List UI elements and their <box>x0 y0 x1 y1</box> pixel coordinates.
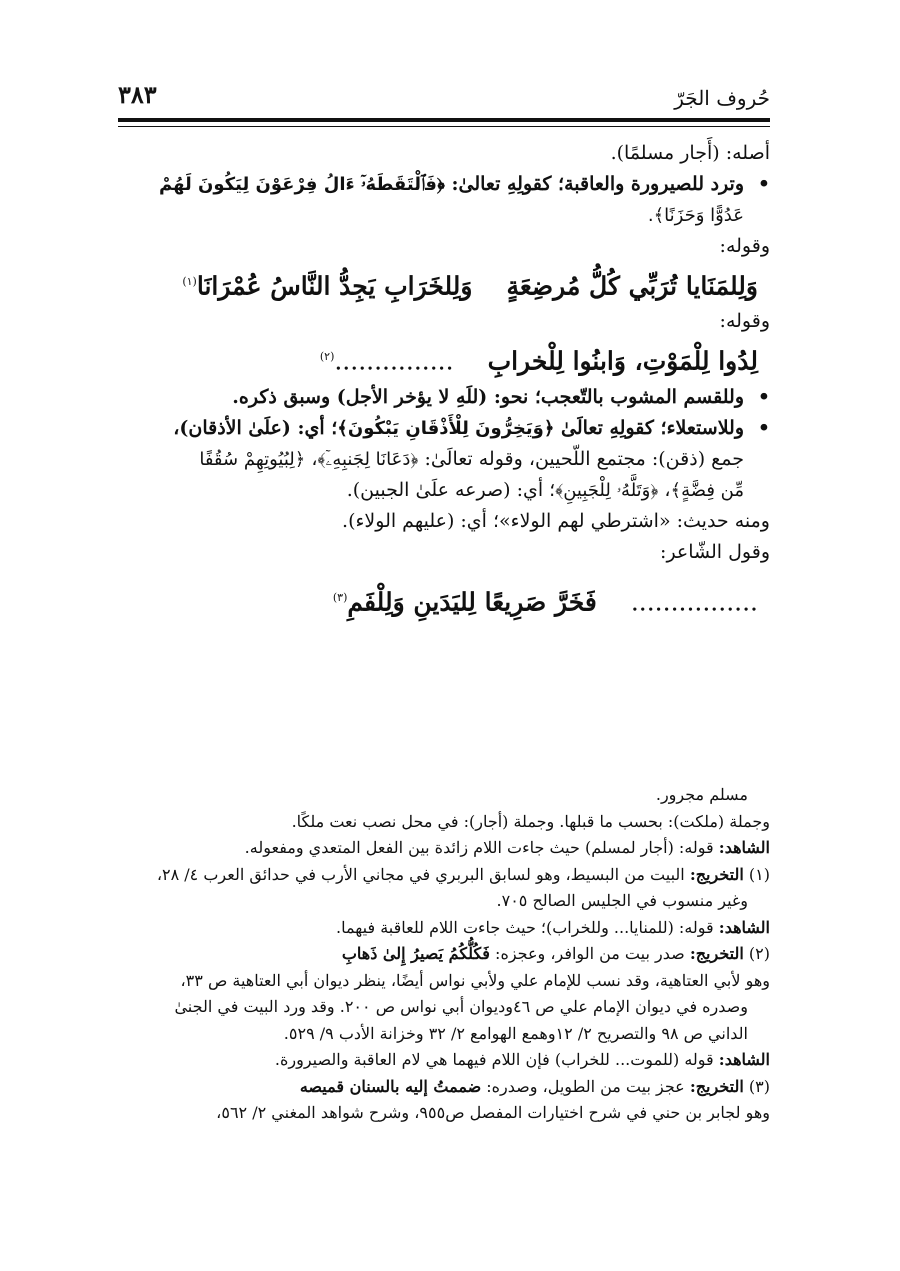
footnote-ref: (١) <box>182 275 197 288</box>
footnote-number: (٢) <box>748 944 770 963</box>
text-span: وترد للصيرورة والعاقبة؛ كقولِهِ تعالىٰ: <box>451 173 744 195</box>
poetry-verse-3 <box>118 578 770 622</box>
footnote-2 <box>118 941 770 968</box>
footnote-line: وصدره في ديوان الإمام علي ص ٤٦وديوان أبي نواس ص ٢٠٠. وقد ورد البيت في الجنىٰ <box>174 997 748 1016</box>
footnote-label: التخريج: <box>689 864 744 884</box>
text-span: وللاستعلاء؛ كقولِهِ تعالَىٰ <box>561 416 744 439</box>
quran-quote: مِّن فِضَّةٍ﴾ <box>670 479 744 501</box>
bullet-item-qasam: • وللقسم المشوب بالتّعجب؛ نحو: (للَهِ لا يؤخر الأجل) وسبق ذكره. <box>118 382 770 413</box>
footnote-1 <box>118 862 770 889</box>
text-span: ؛ أي: (علَىٰ الأذقان)، <box>173 416 338 439</box>
footnote-ref: (٢) <box>319 350 335 364</box>
quoted-hemistich: ضممتُ إليه بالسنان قميصه <box>299 1076 482 1096</box>
quran-quote: ﴿فَٱلْتَقَطَهُۥٓ ءَالُ فِرْعَوْنَ لِيَكُونَ لَهُمْ <box>159 174 445 195</box>
footnotes <box>118 782 770 1127</box>
poetry-verse-1 <box>118 262 770 306</box>
text-span: قوله (للموت... للخراب) فإن اللام فيهما هي لام العاقبة والصيرورة. <box>274 1050 714 1069</box>
page-header <box>118 80 770 114</box>
footnote-number: (٣) <box>748 1076 770 1096</box>
verse-second-half: وَلِلخَرَابِ يَجِدُّ النَّاسُ عُمْرَانَا <box>196 271 473 301</box>
footnote-ref: (٣) <box>332 590 348 604</box>
quran-quote: ﴿دَعَانَا لِجَنبِهِۦٓ﴾ <box>317 448 419 470</box>
text-span: صدر بيت من الوافر، وعجزه: <box>495 944 685 963</box>
footnote-label: التخريج: <box>689 944 744 963</box>
text-span: ، <box>664 478 671 501</box>
verse-ellipsis: ................ <box>630 586 758 616</box>
footnote-line: مسلم مجرور. <box>655 785 748 804</box>
footnote-3 <box>118 1074 770 1101</box>
text-line <box>118 444 770 475</box>
footnote-label: الشاهد: <box>718 838 770 857</box>
quran-quote: ﴿لِبُيُوتِهِمْ سُقُفًا <box>199 448 306 470</box>
footnote-line: الداني ص ٩٨ والتصريح ٢/ ١٢وهمع الهوامع ٢/ ٣٢ وخزانة الأدب ٩/ ٥٢٩. <box>283 1023 748 1043</box>
text-span: قوله: (للمنايا... وللخراب)؛ حيث جاءت اللام للعاقبة فيهما. <box>336 917 714 937</box>
quoted-hemistich: فَكُلُّكُمُ يَصيرُ إِلىٰ ذَهابِ <box>341 944 490 963</box>
text-line: وقوله: <box>719 235 770 257</box>
footnote-line: وهو لأبي العتاهية، وقد نسب للإمام علي ولأبي نواس أيضًا، ينظر ديوان أبي العتاهية ص ٣٣، <box>180 970 770 990</box>
text-span: قوله: (أجار لمسلم) حيث جاءت اللام زائدة بين الفعل المتعدي ومفعوله. <box>244 838 714 857</box>
verse-first-half: لِدُوا لِلْمَوْتِ، وَابنُوا لِلْخرابِ <box>487 346 758 376</box>
quran-quote: ﴿وَتَلَّهُۥ لِلْجَبِينِ﴾ <box>555 479 659 501</box>
header-rule-thick <box>118 118 770 122</box>
footnote-line: وهو لجابر بن حني في شرح اختيارات المفصل ص٩٥٥، وشرح شواهد المغني ٢/ ٥٦٢، <box>216 1103 770 1122</box>
text-line: أصله: (أَجار مسلمًا). <box>610 142 770 164</box>
text-line <box>118 200 770 231</box>
page-number: ٣٨٣ <box>118 80 157 109</box>
footnote-line: وغير منسوب في الجليس الصالح ٧٠٥. <box>496 891 748 910</box>
verse-ellipsis: ............... <box>334 346 454 376</box>
running-title: حُروف الجَرّ <box>674 86 770 110</box>
verse-first-half: وَلِلمَنَايا تُرَبِّي كُلُّ مُرضِعَةٍ <box>506 271 758 301</box>
main-text <box>118 138 770 622</box>
header-rule-thin <box>118 126 770 127</box>
footnote-label: التخريج: <box>689 1076 744 1096</box>
text-span: ؛ أي: (صرعه علَىٰ الجبين). <box>346 478 556 501</box>
footnote-line <box>118 1047 770 1074</box>
text-line <box>118 475 770 506</box>
bullet-item-istila <box>118 413 770 444</box>
footnote-number: (١) <box>748 864 770 884</box>
text-line: ومنه حديث: «اشترطي لهم الولاء»؛ أي: (عليهم الولاء). <box>342 509 770 532</box>
text-span: البيت من البسيط، وهو لسابق البربري في مجاني الأرب في حدائق العرب ٤/ ٢٨، <box>156 864 685 884</box>
text-line: وقول الشّاعر: <box>660 540 770 563</box>
text-span: جمع (ذقن): مجتمع اللّحيين، وقوله تعالَىٰ: <box>424 447 744 470</box>
bullet-item-sayrura <box>118 169 770 200</box>
footnote-label: الشاهد: <box>718 917 770 937</box>
text-span: ، <box>311 447 318 470</box>
footnote-line <box>118 915 770 942</box>
poetry-verse-2 <box>118 337 770 381</box>
verse-second-half: فَخَرَّ صَرِيعًا لِليَدَينِ وَلِلْفَمِ <box>347 586 597 616</box>
footnote-line <box>118 835 770 862</box>
footnote-line: وجملة (ملكت): بحسب ما قبلها. وجملة (أجار): في محل نصب نعت ملكًا. <box>291 811 770 831</box>
quran-quote: عَدُوًّا وَحَزَنًا﴾. <box>647 205 744 226</box>
text-span: عجز بيت من الطويل، وصدره: <box>486 1076 685 1096</box>
quran-quote: ﴿وَيَخِرُّونَ لِلْأَذْقَانِ يَبْكُونَ﴾ <box>337 417 555 439</box>
text-line: وقوله: <box>719 310 770 333</box>
footnote-label: الشاهد: <box>718 1050 770 1069</box>
